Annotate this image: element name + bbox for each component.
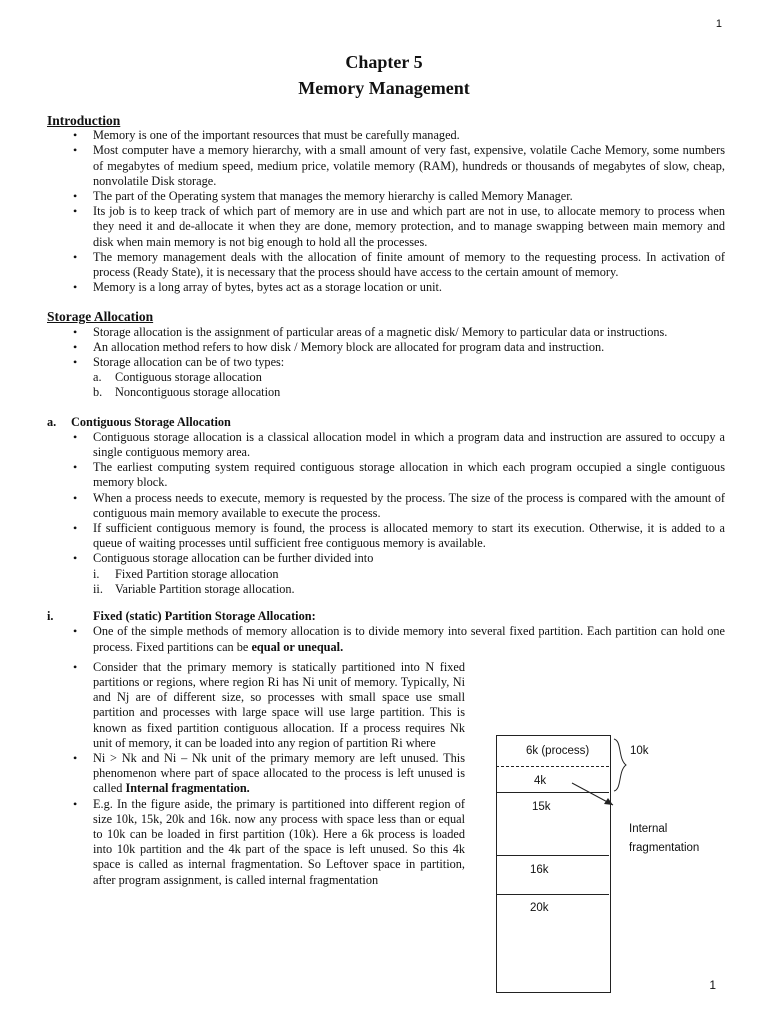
contiguous-bullet: • The earliest computing system required contiguous storage allocation in which each program occupied a single contiguous memory block.: [93, 460, 725, 490]
contiguous-heading: a. Contiguous Storage Allocation: [47, 414, 231, 429]
intro-bullet: • Most computer have a memory hierarchy, with a small amount of very fast, expensive, volatile Cache Memory, some numbers of megabytes of medium speed, medium price, volatile memory (RAM), hundreds or thousands of megabytes of slow, cheap, nonvolatile Disk storage.: [93, 143, 725, 189]
storage-list: [47, 325, 725, 371]
fixed-bullet: • E.g. In the figure aside, the primary is partitioned into different region of size 10k, 15k, 20k and 16k. now any process with space less than or equal to 10k can be loaded in first partition (10k). Here a 6k process is loaded into 10k partition and the 4k part of the space is left unused. So this 4k space is called as internal fragmentation. So Leftover space in partition, after program assignment, is called internal fragmentation: [93, 797, 465, 888]
page-title: Memory Management: [298, 78, 470, 98]
contiguous-bullet: • Contiguous storage allocation can be further divided into: [93, 551, 725, 566]
page-number-bottom: 1: [709, 978, 716, 992]
intro-bullet: • The part of the Operating system that manages the memory hierarchy is called Memory Manager.: [93, 189, 725, 204]
storage-bullet: • Storage allocation can be of two types:: [93, 355, 725, 370]
contiguous-subtype-item: ii. Variable Partition storage allocation.: [93, 581, 295, 596]
intro-heading: Introduction: [47, 113, 121, 128]
intro-bullet: • Memory is one of the important resources that must be carefully managed.: [93, 128, 725, 143]
contiguous-bullet: • When a process needs to execute, memory is requested by the process. The size of the process is compared with the amount of contiguous main memory available to execute the process.: [93, 491, 725, 521]
contiguous-bullet: • Contiguous storage allocation is a classical allocation model in which a program data and instruction are assured to occupy a single contiguous memory area.: [93, 430, 725, 460]
contiguous-subtype-item: i. Fixed Partition storage allocation: [93, 566, 279, 581]
brace-10k-label: 10k: [630, 745, 649, 757]
intro-bullet: • Memory is a long array of bytes, bytes act as a storage location or unit.: [93, 280, 725, 295]
fixed-list-wide: [47, 624, 725, 654]
intro-list: [47, 128, 725, 295]
diagram-overlay: [496, 735, 716, 995]
annotation-fragmentation: fragmentation: [629, 842, 700, 854]
storage-types: [93, 370, 725, 400]
partition-15k-label: 15k: [532, 801, 551, 813]
contiguous-subtypes: [93, 567, 725, 597]
page-number-top: 1: [715, 18, 722, 30]
storage-type-item: a. Contiguous storage allocation: [93, 370, 262, 385]
fixed-bullet: • Ni > Nk and Ni – Nk unit of the primary memory are left unused. This phenomenon where part of space allocated to the process is left unused is called Internal fragmentation.: [93, 751, 465, 797]
storage-heading: Storage Allocation: [47, 309, 154, 325]
contiguous-bullet: • If sufficient contiguous memory is found, the process is allocated memory to start its execution. Otherwise, it is added to a queue of waiting processes until sufficient free contiguous memory is available.: [93, 521, 725, 551]
fixed-bullet: • Consider that the primary memory is statically partitioned into N fixed partitions or regions, where region Ri has Ni unit of memory. Typically, Ni and Nj are of different size, so processes with small space use small partition and processes with large space will use large partition. This is known as fixed partition contiguous allocation. If a process requires Nk unit of memory, it can be loaded into any region of partition Ri where: [93, 660, 465, 751]
arrow-head-icon: [604, 798, 613, 805]
storage-type-item: b. Noncontiguous storage allocation: [93, 385, 281, 400]
fixed-bullet: • One of the simple methods of memory allocation is to divide memory into several fixed partition. Each partition can hold one process. Fixed partitions can be equal or unequal.: [93, 624, 725, 654]
memory-partition-diagram: [496, 735, 716, 995]
fixed-list-narrow: [47, 660, 465, 888]
partition-20k-label: 20k: [530, 902, 549, 914]
partition-16k-label: 16k: [530, 864, 549, 876]
intro-bullet: • Its job is to keep track of which part of memory are in use and which part are not in use, to allocate memory to process when they need it and de-allocate it when they are done, memory protection, and to manage swapping between main memory and disk when main memory is not big enough to hold all the processes.: [93, 204, 725, 250]
intro-bullet: • The memory management deals with the allocation of finite amount of memory to the requesting process. In activation of process (Ready State), it is necessary that the process should have access to the certain amount of memory.: [93, 250, 725, 280]
contiguous-list: [47, 430, 725, 567]
brace-icon: [614, 739, 626, 791]
process-partition-label: 6k (process): [526, 745, 590, 757]
annotation-internal: Internal: [629, 823, 668, 835]
storage-bullet: • An allocation method refers to how disk / Memory block are allocated for program data and instruction.: [93, 340, 725, 355]
fixed-heading: i. Fixed (static) Partition Storage Allocation:: [47, 609, 316, 624]
chapter-label: Chapter 5: [345, 52, 423, 72]
unused-space-label: 4k: [534, 775, 547, 787]
storage-bullet: • Storage allocation is the assignment of particular areas of a magnetic disk/ Memory to particular data or instructions.: [93, 325, 725, 340]
